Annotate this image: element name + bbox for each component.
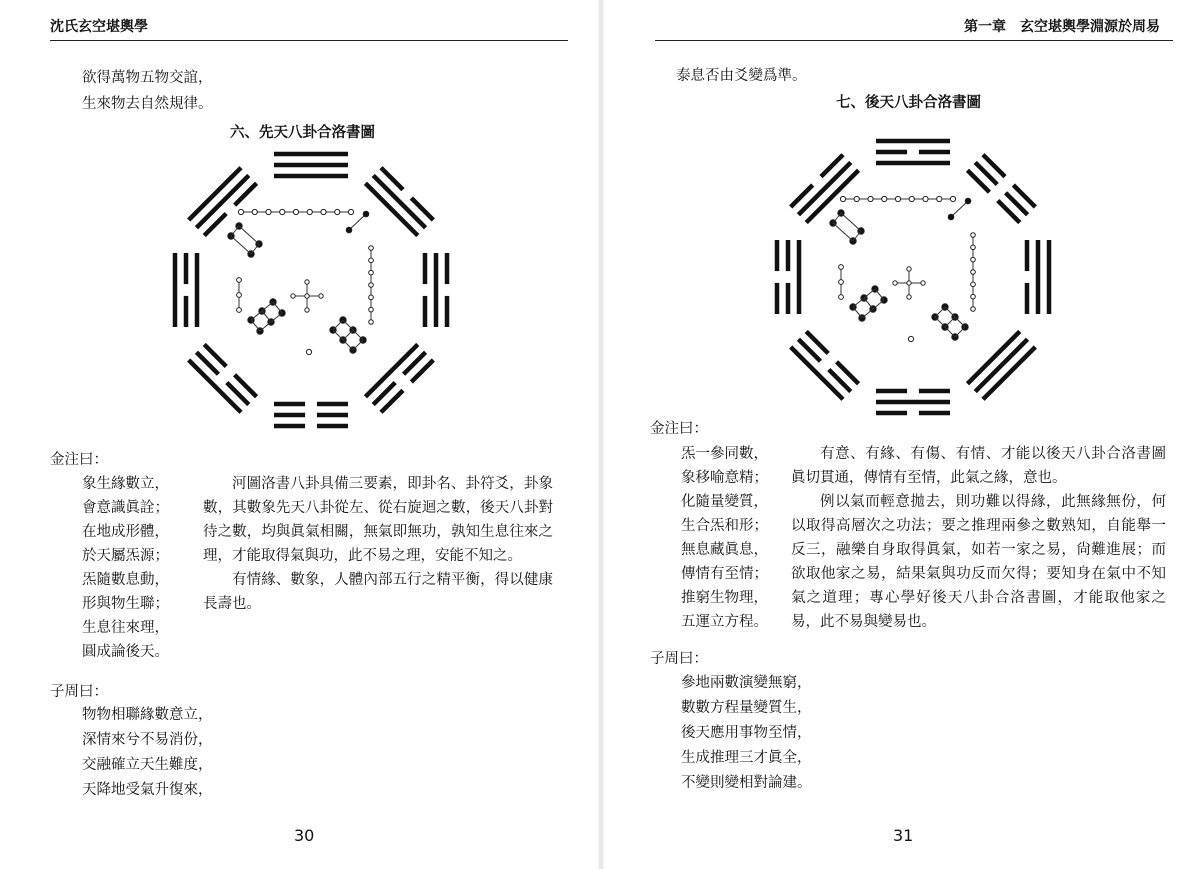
yao-broken-line (1025, 240, 1030, 271)
white-dot (348, 209, 353, 214)
commentary-paragraph: 例以氣而輕意拋去，則功難以得緣，此無緣無份，何以取得高層次之功法；要之推理兩參之數熟知，自能舉一反三，融樂自身取得眞氣，如若一家之易，尙難進展；而欲取他家之易，結果氣與功反而欠得；要知身在氣中不知氣之道理；專心學好後天八卦合洛書圖，才能取他家之易，此不易與變易也。 (791, 494, 1166, 630)
intro-line-2: 生來物去自然規律。 (82, 96, 213, 112)
connector-line (231, 236, 251, 254)
black-dot (363, 211, 369, 217)
white-dot (369, 270, 374, 275)
verse-line: 物物相聯緣數意立， (82, 707, 213, 723)
white-dot (321, 209, 326, 214)
connector-line (333, 320, 343, 330)
white-dot (305, 308, 309, 312)
verse-line: 會意識眞詮； (82, 500, 169, 516)
yao-solid-line (876, 139, 950, 144)
white-dot (252, 209, 257, 214)
white-dot (237, 308, 242, 313)
connector-line (945, 317, 955, 327)
white-dot (909, 196, 914, 201)
yao-solid-line (195, 253, 200, 327)
yao-solid-line (434, 253, 439, 327)
trigram-symbol (187, 166, 258, 237)
connector-line (841, 213, 861, 231)
yao-broken-line (786, 240, 791, 271)
white-dot (237, 278, 242, 283)
white-dot (907, 295, 911, 299)
yao-solid-line (187, 358, 243, 414)
verse-line: 傳情有至情； (681, 566, 768, 582)
trigram-symbol (274, 402, 348, 429)
white-dot (950, 196, 955, 201)
white-dot (305, 280, 309, 284)
verse-line: 不變則變相對論建。 (681, 775, 812, 791)
verse-line: 於天屬炁源； (82, 548, 169, 564)
yao-broken-line (317, 413, 348, 418)
intro-line: 泰息否由爻變爲準。 (676, 68, 807, 84)
yao-broken-line (919, 411, 950, 416)
white-dot (839, 280, 844, 285)
white-dot (839, 265, 844, 270)
white-dot (305, 294, 309, 298)
verse-line: 交融確立天生難度， (82, 757, 213, 773)
white-dot (971, 257, 976, 262)
trigram-symbol (364, 166, 435, 237)
verse-line: 無息藏眞息， (681, 542, 768, 558)
trigram-symbol (173, 253, 200, 327)
page-number: 30 (294, 826, 315, 845)
connector-line (833, 213, 841, 223)
white-dot (971, 282, 976, 287)
trigram-symbol (876, 139, 950, 166)
yao-broken-line (184, 253, 189, 284)
verse-line: 參地兩數演變無窮， (681, 675, 812, 691)
connector-line (853, 231, 861, 241)
yao-solid-line (1047, 240, 1052, 314)
yao-broken-line (786, 283, 791, 314)
yao-solid-line (805, 169, 861, 225)
zi-commentary-label: 子周曰： (650, 651, 708, 667)
verse-line: 生息往來理， (82, 620, 169, 636)
yao-broken-line (1025, 283, 1030, 314)
zi-verse (82, 703, 213, 803)
yao-broken-line (184, 296, 189, 327)
yao-solid-line (1036, 240, 1041, 314)
yao-solid-line (797, 240, 802, 314)
intro-line-1: 欲得萬物五物交誼， (82, 70, 213, 86)
jin-commentary-text (791, 442, 1166, 634)
yao-broken-line (445, 296, 450, 327)
white-dot (895, 196, 900, 201)
verse-line: 深情來兮不易消份， (82, 732, 213, 748)
verse-line: 生合炁和形； (681, 518, 768, 534)
white-dot (854, 196, 859, 201)
connector-line (273, 302, 282, 313)
trigram-symbol (876, 389, 950, 416)
header-rule (655, 40, 1173, 41)
white-dot (971, 270, 976, 275)
trigram-symbol (966, 153, 1037, 224)
connector-line (955, 327, 965, 337)
white-dot (369, 320, 374, 325)
connector-line (853, 307, 862, 318)
white-dot (908, 336, 913, 341)
jin-verse (82, 472, 169, 664)
yao-solid-line (173, 253, 178, 327)
white-dot (291, 294, 295, 298)
yao-broken-line (876, 389, 907, 394)
trigram-symbol (187, 343, 258, 414)
yao-broken-line (423, 253, 428, 284)
black-dot (965, 198, 971, 204)
yao-broken-line (423, 296, 428, 327)
verse-line: 在地成形體， (82, 524, 169, 540)
connector-line (349, 214, 366, 230)
connector-line (239, 226, 259, 244)
white-dot (921, 281, 925, 285)
yao-broken-line (876, 150, 907, 155)
yao-solid-line (876, 400, 950, 405)
white-dot (868, 196, 873, 201)
yao-solid-line (274, 163, 348, 168)
yao-broken-line (274, 424, 305, 429)
verse-line: 數數方程量變質生， (681, 700, 812, 716)
trigram-symbol (789, 330, 860, 401)
connector-line (262, 311, 271, 322)
trigram-symbol (966, 330, 1037, 401)
yao-broken-line (775, 283, 780, 314)
verse-line: 後天應用事物至情， (681, 725, 812, 741)
verse-line: 形與物生聯； (82, 596, 169, 612)
yao-solid-line (274, 174, 348, 179)
verse-line: 五運立方程。 (681, 614, 768, 630)
jin-verse (681, 442, 768, 634)
connector-line (951, 201, 968, 217)
verse-line: 推窮生物理， (681, 590, 768, 606)
yao-solid-line (274, 152, 348, 157)
zi-verse (681, 671, 812, 796)
white-dot (335, 209, 340, 214)
yao-broken-line (919, 150, 950, 155)
connector-line (343, 330, 353, 340)
verse-line: 生成推理三才眞全， (681, 750, 812, 766)
connector-line (875, 289, 884, 300)
yao-solid-line (364, 343, 420, 399)
white-dot (937, 196, 942, 201)
header-rule (50, 40, 568, 41)
zi-commentary-label: 子周曰： (50, 684, 108, 700)
white-dot (238, 209, 243, 214)
white-dot (923, 196, 928, 201)
yao-solid-line (789, 345, 845, 401)
white-dot (307, 209, 312, 214)
white-dot (882, 196, 887, 201)
verse-line: 化隨量變質， (681, 494, 768, 510)
yao-solid-line (876, 161, 950, 166)
white-dot (369, 295, 374, 300)
verse-line: 象移喻意精； (681, 470, 768, 486)
connector-line (251, 320, 260, 331)
houtian-bagua-luoshu-diagram (763, 132, 1063, 422)
connector-line (864, 298, 873, 309)
yao-solid-line (195, 174, 251, 230)
yao-broken-line (919, 389, 950, 394)
trigram-symbol (1025, 240, 1052, 314)
yao-broken-line (274, 402, 305, 407)
white-dot (266, 209, 271, 214)
black-dot (346, 227, 352, 233)
trigram-symbol (274, 152, 348, 179)
jin-commentary-text (203, 472, 553, 616)
white-dot (369, 307, 374, 312)
right-page (603, 0, 1203, 869)
left-page (0, 0, 600, 869)
white-dot (237, 293, 242, 298)
yao-broken-line (775, 240, 780, 271)
white-dot (971, 233, 976, 238)
connector-line (231, 226, 239, 236)
white-dot (971, 245, 976, 250)
page-number: 31 (893, 826, 914, 845)
section-title: 六、先天八卦合洛書圖 (230, 125, 375, 141)
connector-line (353, 340, 363, 350)
white-dot (369, 246, 374, 251)
white-dot (840, 196, 845, 201)
white-dot (369, 258, 374, 263)
commentary-paragraph: 有情緣、數象，人體內部五行之精平衡，得以健康長壽也。 (203, 572, 553, 612)
yao-solid-line (187, 166, 243, 222)
yao-solid-line (364, 182, 420, 238)
chapter-header: 第一章 玄空堪輿學淵源於周易 (964, 19, 1160, 35)
connector-line (935, 307, 945, 317)
section-title: 七、後天八卦合洛書圖 (836, 95, 981, 111)
white-dot (907, 267, 911, 271)
yao-broken-line (445, 253, 450, 284)
black-dot (948, 214, 954, 220)
jin-commentary-label: 金注曰： (650, 421, 708, 437)
verse-line: 炁一參同數， (681, 446, 768, 462)
white-dot (306, 349, 311, 354)
yao-solid-line (797, 161, 853, 217)
white-dot (971, 294, 976, 299)
connector-line (251, 244, 259, 254)
white-dot (971, 307, 976, 312)
white-dot (893, 281, 897, 285)
trigram-symbol (364, 343, 435, 414)
trigram-symbol (789, 153, 860, 224)
white-dot (280, 209, 285, 214)
commentary-paragraph: 河圖洛書八卦具備三要素，即卦名、卦符爻，卦象數，其數象先天八卦從左、從右旋迴之數，後天八卦對待之數，均與眞氣相關，無氣即無功，孰知生息往來之理，才能取得氣與功，此不易之理，安能不知之。 (203, 476, 553, 564)
white-dot (839, 295, 844, 300)
connector-line (833, 223, 853, 241)
verse-line: 天降地受氣升復來， (82, 782, 213, 798)
yao-broken-line (317, 402, 348, 407)
yao-solid-line (372, 174, 428, 230)
book-title-header: 沈氏玄空堪輿學 (50, 19, 148, 35)
yao-solid-line (974, 338, 1030, 394)
yao-broken-line (274, 413, 305, 418)
white-dot (319, 294, 323, 298)
yao-solid-line (981, 345, 1037, 401)
xiantian-bagua-luoshu-diagram (161, 142, 461, 442)
white-dot (907, 281, 911, 285)
verse-line: 象生緣數立， (82, 476, 169, 492)
white-dot (369, 283, 374, 288)
verse-line: 圓成論後天。 (82, 644, 169, 660)
commentary-paragraph: 有意、有緣、有傷、有情、才能以後天八卦合洛書圖眞切貫通，傳情有至情，此氣之緣，意也。 (791, 446, 1166, 486)
yao-broken-line (876, 411, 907, 416)
jin-commentary-label: 金注曰： (50, 452, 108, 468)
yao-broken-line (317, 424, 348, 429)
trigram-symbol (775, 240, 802, 314)
yao-solid-line (966, 330, 1022, 386)
white-dot (293, 209, 298, 214)
verse-line: 炁隨數息動， (82, 572, 169, 588)
trigram-symbol (423, 253, 450, 327)
